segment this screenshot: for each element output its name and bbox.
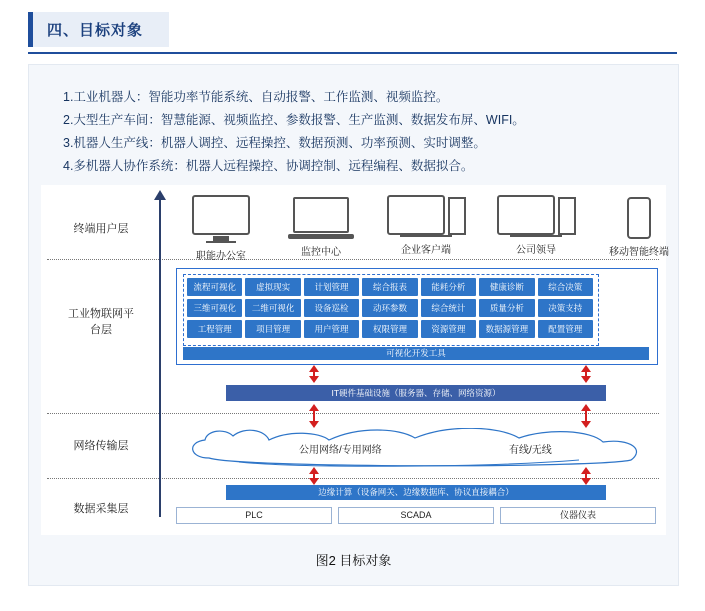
data-source-plc[interactable]: PLC <box>176 507 332 524</box>
layer-separator <box>47 478 659 479</box>
device-item <box>491 195 581 256</box>
device-caption: 职能办公室 <box>196 251 246 262</box>
section-header-band <box>28 12 169 47</box>
data-source-instruments[interactable]: 仪器仪表 <box>500 507 656 524</box>
header-divider <box>28 52 677 54</box>
double-arrow-icon <box>309 467 319 485</box>
it-infrastructure-bar: IT硬件基础设施（服务器、存储、网络资源） <box>226 385 606 401</box>
list-item: 3.机器人生产线：机器人调控、远程操控、数据预测、功率预测、实时调整。 <box>63 136 486 150</box>
capability-cell[interactable]: 综合报表 <box>362 278 417 296</box>
capability-cell[interactable]: 流程可视化 <box>187 278 242 296</box>
double-arrow-icon <box>581 365 591 383</box>
smartphone-icon <box>627 197 651 239</box>
page-title: 四、目标对象 <box>47 22 144 39</box>
double-arrow-icon <box>309 404 319 428</box>
section-header <box>0 12 705 52</box>
device-caption: 公司领导 <box>516 245 556 256</box>
capability-cell[interactable]: 三维可视化 <box>187 299 242 317</box>
monitor-base <box>510 235 562 237</box>
capability-cell[interactable]: 工程管理 <box>187 320 242 338</box>
capability-cell[interactable]: 能耗分析 <box>421 278 476 296</box>
device-item <box>594 197 684 258</box>
device-caption: 监控中心 <box>301 247 341 258</box>
layer-label-platform: 工业物联网平 台层 <box>68 308 134 336</box>
dev-tool-bar: 可视化开发工具 <box>183 347 649 360</box>
device-item <box>381 195 471 256</box>
capability-cell[interactable]: 决策支持 <box>538 299 593 317</box>
double-arrow-icon <box>309 365 319 383</box>
laptop-icon <box>293 197 349 233</box>
capability-cell[interactable]: 健康诊断 <box>479 278 534 296</box>
vertical-axis-arrow-icon <box>159 199 161 517</box>
list-item: 4.多机器人协作系统：机器人远程操控、协调控制、远程编程、数据拟合。 <box>63 159 474 173</box>
capability-cell[interactable]: 资源管理 <box>421 320 476 338</box>
capability-cell[interactable]: 权限管理 <box>362 320 417 338</box>
double-arrow-icon <box>581 404 591 428</box>
capability-cell[interactable]: 综合统计 <box>421 299 476 317</box>
capability-cell[interactable]: 动环参数 <box>362 299 417 317</box>
content-panel <box>28 64 679 586</box>
capability-cell[interactable]: 虚拟现实 <box>245 278 300 296</box>
device-caption: 企业客户端 <box>401 245 451 256</box>
layer-label-data: 数据采集层 <box>73 503 129 515</box>
capability-cell[interactable]: 质量分析 <box>479 299 534 317</box>
capability-cell[interactable]: 数据源管理 <box>479 320 534 338</box>
data-source-row <box>176 507 656 524</box>
capability-cell[interactable]: 配置管理 <box>538 320 593 338</box>
capability-cell[interactable]: 二维可视化 <box>245 299 300 317</box>
capability-cell[interactable]: 设备巡检 <box>304 299 359 317</box>
bullet-list <box>63 87 663 179</box>
layer-separator <box>47 259 659 260</box>
data-source-scada[interactable]: SCADA <box>338 507 494 524</box>
figure-caption: 图2 目标对象 <box>315 553 392 568</box>
layer-separator <box>47 413 659 414</box>
monitor-base <box>206 241 236 243</box>
desktop-tower-icon <box>381 195 471 235</box>
cloud-label: 有线/无线 <box>509 445 552 456</box>
list-item: 1.工业机器人：智能功率节能系统、自动报警、工作监测、视频监控。 <box>63 90 449 104</box>
list-item: 2.大型生产车间：智慧能源、视频监控、参数报警、生产监测、数据发布屏、WIFI。 <box>63 113 525 127</box>
cloud-label: 公用网络/专用网络 <box>299 445 382 456</box>
edge-computing-bar: 边缘计算（设备网关、边缘数据库、协议直接耦合） <box>226 485 606 500</box>
capability-cell[interactable]: 项目管理 <box>245 320 300 338</box>
device-row <box>176 195 669 262</box>
capability-cell[interactable]: 计划管理 <box>304 278 359 296</box>
network-cloud-icon <box>179 428 657 470</box>
desktop-tower-icon <box>491 195 581 235</box>
device-caption: 移动智能终端 <box>609 247 669 258</box>
desktop-monitor-icon <box>192 195 250 235</box>
capability-cell[interactable]: 用户管理 <box>304 320 359 338</box>
platform-capability-grid <box>187 278 593 338</box>
device-item <box>276 197 366 258</box>
layer-label-network: 网络传输层 <box>73 440 129 452</box>
double-arrow-icon <box>581 467 591 485</box>
platform-layer-box <box>176 268 658 365</box>
capability-cell[interactable]: 综合决策 <box>538 278 593 296</box>
layer-label-terminal: 终端用户层 <box>73 223 129 235</box>
monitor-base <box>400 235 452 237</box>
laptop-base <box>288 234 354 239</box>
device-item <box>176 195 266 262</box>
architecture-diagram <box>41 185 669 535</box>
